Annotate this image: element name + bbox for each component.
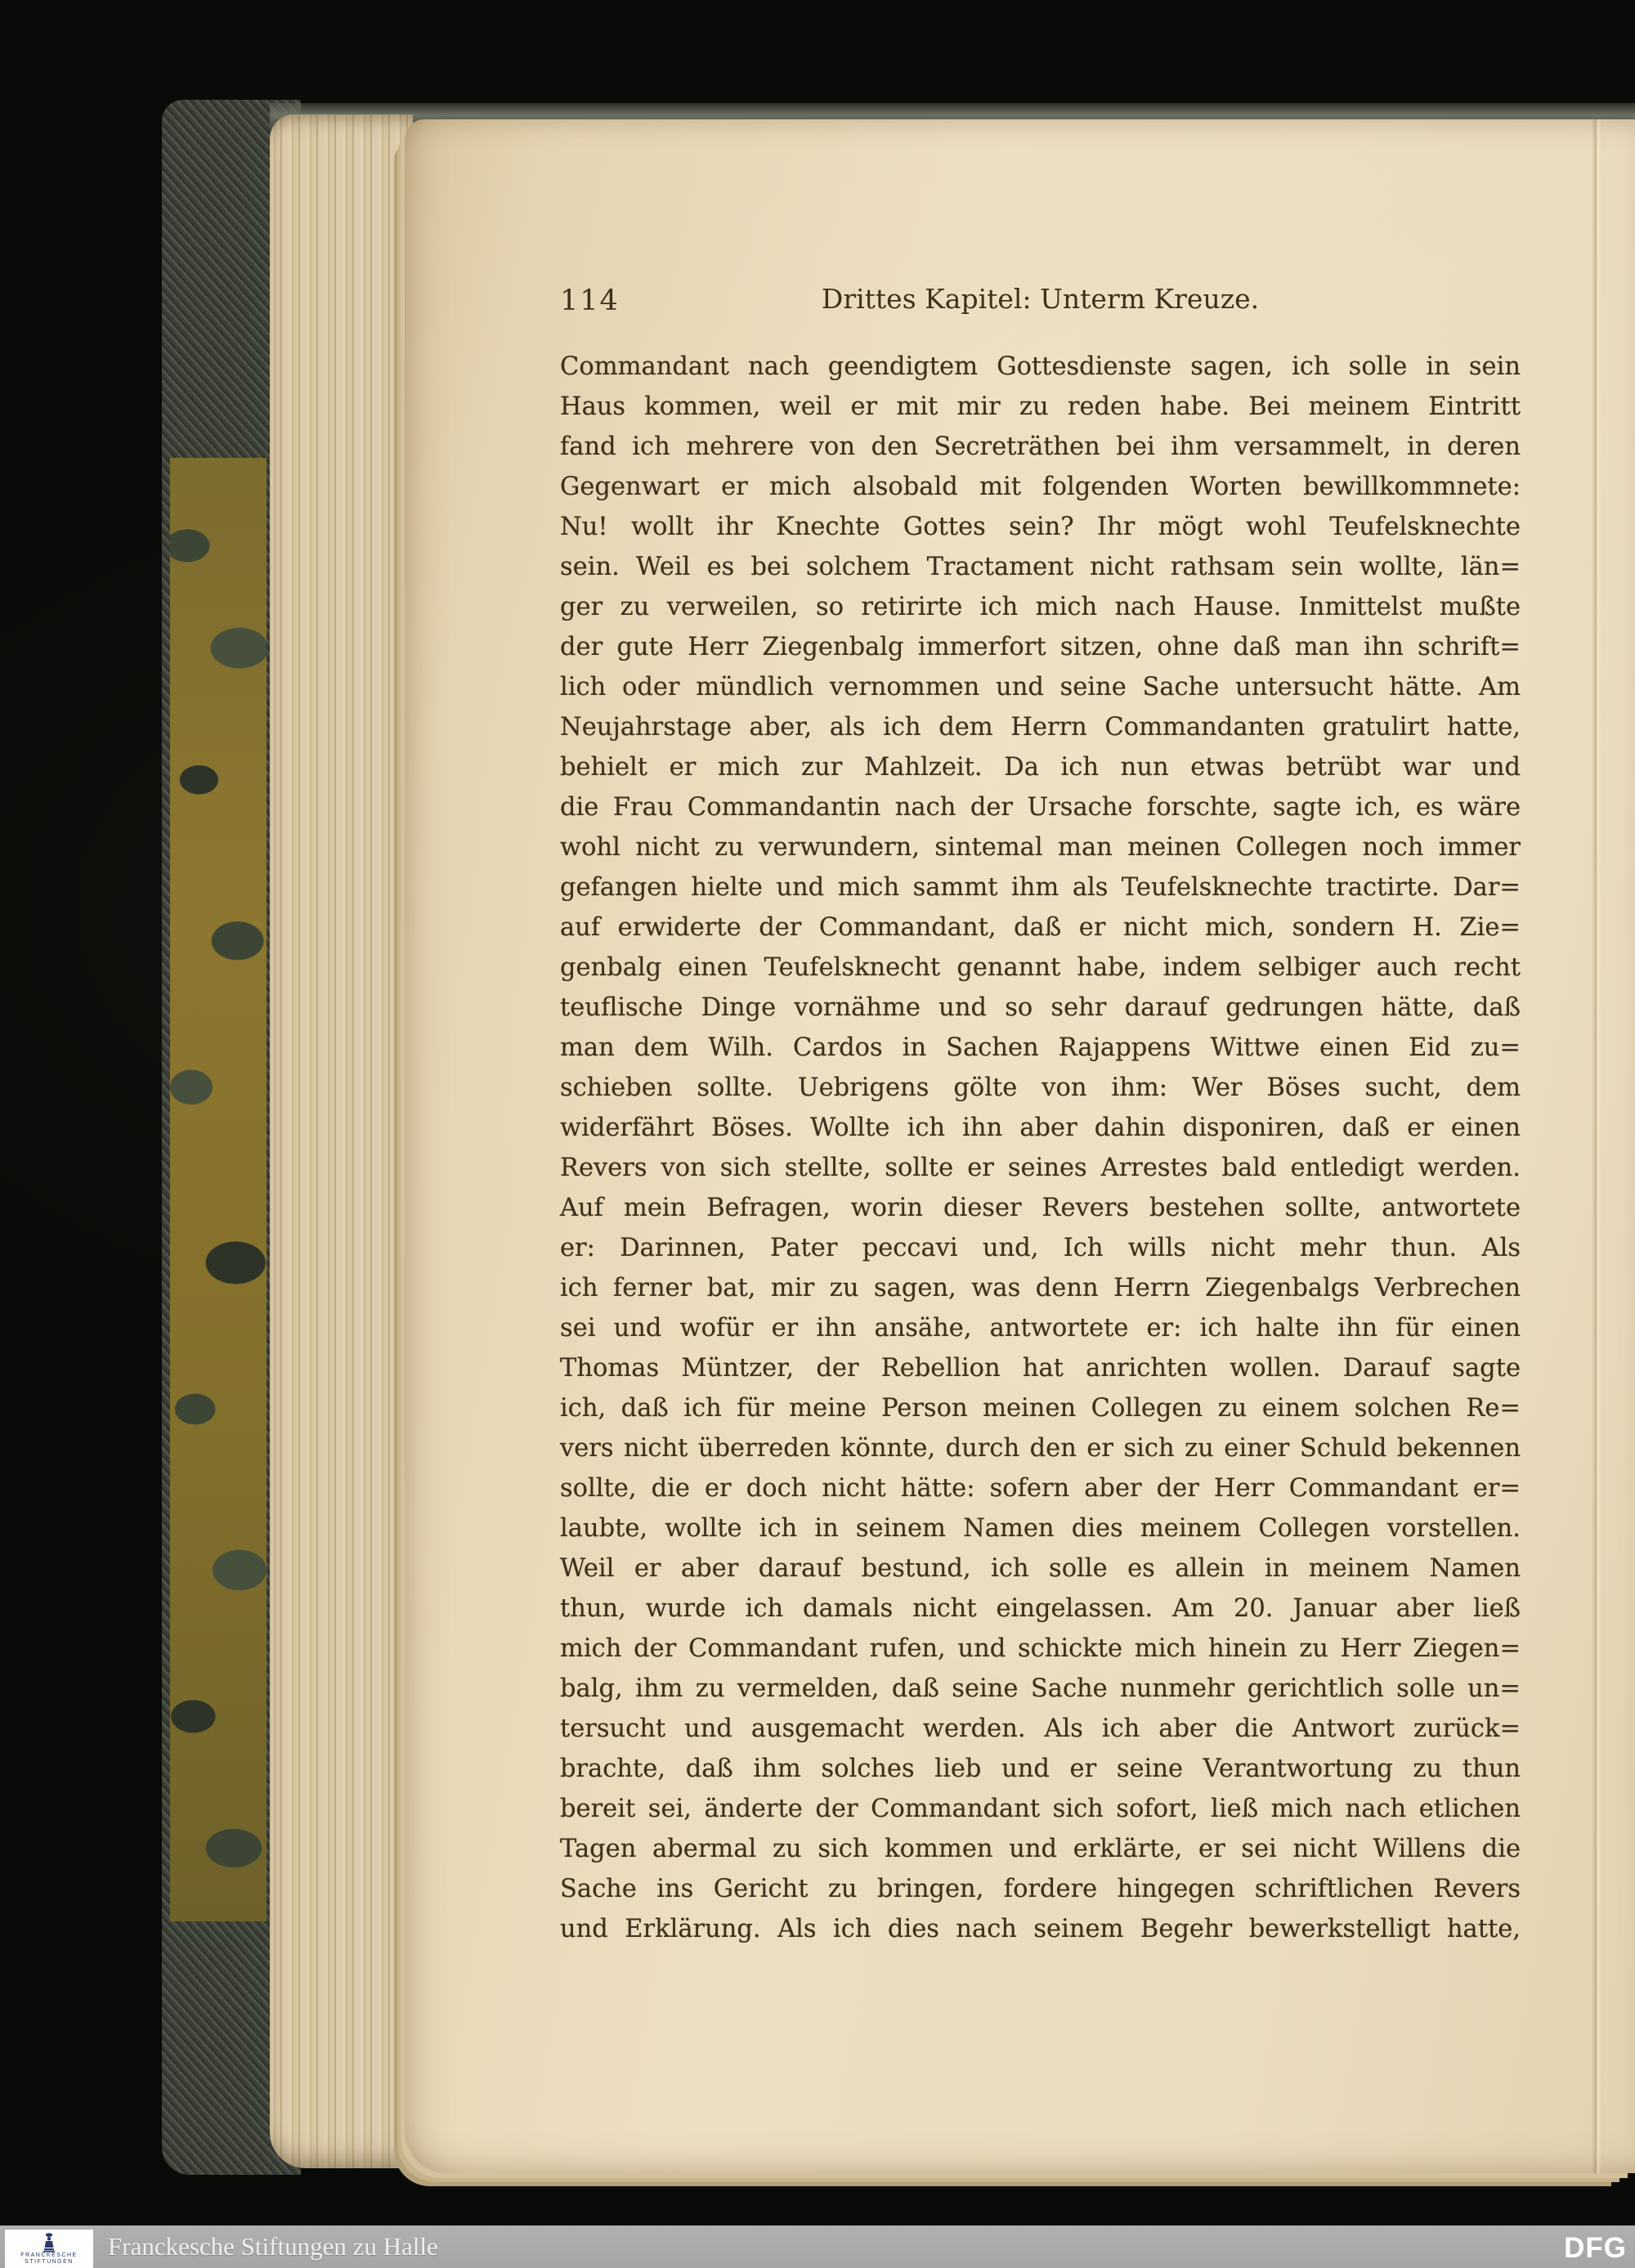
text-line: Commandant nach geendigtem Gottesdienste sagen, ich solle in sein [560,352,1521,381]
franckesche-figure-icon [40,2233,58,2252]
text-line: widerfährt Böses. Wollte ich ihn aber dahin disponiren, daß er einen [560,1114,1521,1142]
text-line: sollte, die er doch nicht hätte: sofern aber der Herr Commandant er= [560,1474,1521,1503]
text-line: wohl nicht zu verwundern, sintemal man meinen Collegen noch immer [560,833,1521,862]
text-line: sein. Weil es bei solchem Tractament nicht rathsam sein wollte, län= [560,553,1521,581]
page-number: 114 [560,285,620,317]
text-line: Haus kommen, weil er mit mir zu reden habe. Bei meinem Eintritt [560,392,1521,421]
text-line: Auf mein Befragen, worin dieser Revers bestehen sollte, antwortete [560,1194,1521,1222]
text-line: Sache ins Gericht zu bringen, fordere hingegen schriftlichen Revers [560,1875,1521,1903]
text-line: der gute Herr Ziegenbalg immerfort sitzen, ohne daß man ihn schrift= [560,633,1521,661]
text-line: behielt er mich zur Mahlzeit. Da ich nun etwas betrübt war und [560,753,1521,782]
text-line: Neujahrstage aber, als ich dem Herrn Commandanten gratulirt hatte, [560,713,1521,742]
page-crease [1592,119,1601,2173]
text-line: brachte, daß ihm solches lieb und er seine Verantwortung zu thun [560,1755,1521,1783]
text-line: man dem Wilh. Cardos in Sachen Rajappens Wittwe einen Eid zu= [560,1033,1521,1062]
franckesche-logo-caption-line1: FRANCKESCHE [20,2252,78,2258]
text-line: auf erwiderte der Commandant, daß er nicht mich, sondern H. Zie= [560,913,1521,942]
text-line: Weil er aber darauf bestund, ich solle es allein in meinem Namen [560,1554,1521,1583]
text-line: vers nicht überreden könnte, durch den er sich zu einer Schuld bekennen [560,1434,1521,1463]
franckesche-logo [5,2230,93,2268]
text-line: ger zu verweilen, so retirirte ich mich nach Hause. Inmittelst mußte [560,593,1521,621]
text-line: lich oder mündlich vernommen und seine Sache untersucht hätte. Am [560,673,1521,701]
body-text [560,347,1521,1949]
text-line: schieben sollte. Uebrigens gölte von ihm: Wer Böses sucht, dem [560,1073,1521,1102]
text-line: Revers von sich stellte, sollte er seines Arrestes bald entledigt werden. [560,1154,1521,1182]
book-spine-marbled-edge [170,458,267,1921]
text-line: teuflische Dinge vornähme und so sehr darauf gedrungen hätte, daß [560,993,1521,1022]
text-line: er: Darinnen, Pater peccavi und, Ich wills nicht mehr thun. Als [560,1234,1521,1262]
text-line: Thomas Müntzer, der Rebellion hat anrichten wollen. Darauf sagte [560,1354,1521,1383]
text-line: balg, ihm zu vermelden, daß seine Sache nunmehr gerichtlich solle un= [560,1674,1521,1703]
text-line: laubte, wollte ich in seinem Namen dies meinem Collegen vorstellen. [560,1514,1521,1543]
franckesche-logo-caption-line2: STIFTUNGEN [25,2258,74,2265]
institution-label: Franckesche Stiftungen zu Halle [108,2232,438,2261]
text-line: tersucht und ausgemacht werden. Als ich aber die Antwort zurück= [560,1714,1521,1743]
text-line: Gegenwart er mich alsobald mit folgenden Worten bewillkommnete: [560,473,1521,501]
text-line: fand ich mehrere von den Secreträthen bei ihm versammelt, in deren [560,433,1521,461]
book-page [405,119,1635,2173]
text-line: und Erklärung. Als ich dies nach seinem Begehr bewerkstelligt hatte, [560,1915,1521,1943]
text-line: ich ferner bat, mir zu sagen, was denn Herrn Ziegenbalgs Verbrechen [560,1274,1521,1302]
text-line: Nu! wollt ihr Knechte Gottes sein? Ihr mögt wohl Teufelsknechte [560,513,1521,541]
text-line: sei und wofür er ihn ansähe, antwortete er: ich halte ihn für einen [560,1314,1521,1342]
running-header: Drittes Kapitel: Unterm Kreuze. [821,283,1260,315]
text-line: die Frau Commandantin nach der Ursache forschte, sagte ich, es wäre [560,793,1521,822]
page-header [560,283,1521,319]
dfg-logo: DFG [1564,2232,1627,2264]
viewer-footer-bar [0,2225,1635,2268]
text-line: genbalg einen Teufelsknecht genannt habe, indem selbiger auch recht [560,953,1521,982]
page-fore-edge-stack [270,114,413,2168]
text-line: Tagen abermal zu sich kommen und erklärte, er sei nicht Willens die [560,1835,1521,1863]
text-line: thun, wurde ich damals nicht eingelassen. Am 20. Januar aber ließ [560,1594,1521,1623]
text-line: bereit sei, änderte der Commandant sich sofort, ließ mich nach etlichen [560,1795,1521,1823]
text-line: gefangen hielte und mich sammt ihm als Teufelsknechte tractirte. Dar= [560,873,1521,902]
text-line: mich der Commandant rufen, und schickte mich hinein zu Herr Ziegen= [560,1634,1521,1663]
text-line: ich, daß ich für meine Person meinen Collegen zu einem solchen Re= [560,1394,1521,1423]
